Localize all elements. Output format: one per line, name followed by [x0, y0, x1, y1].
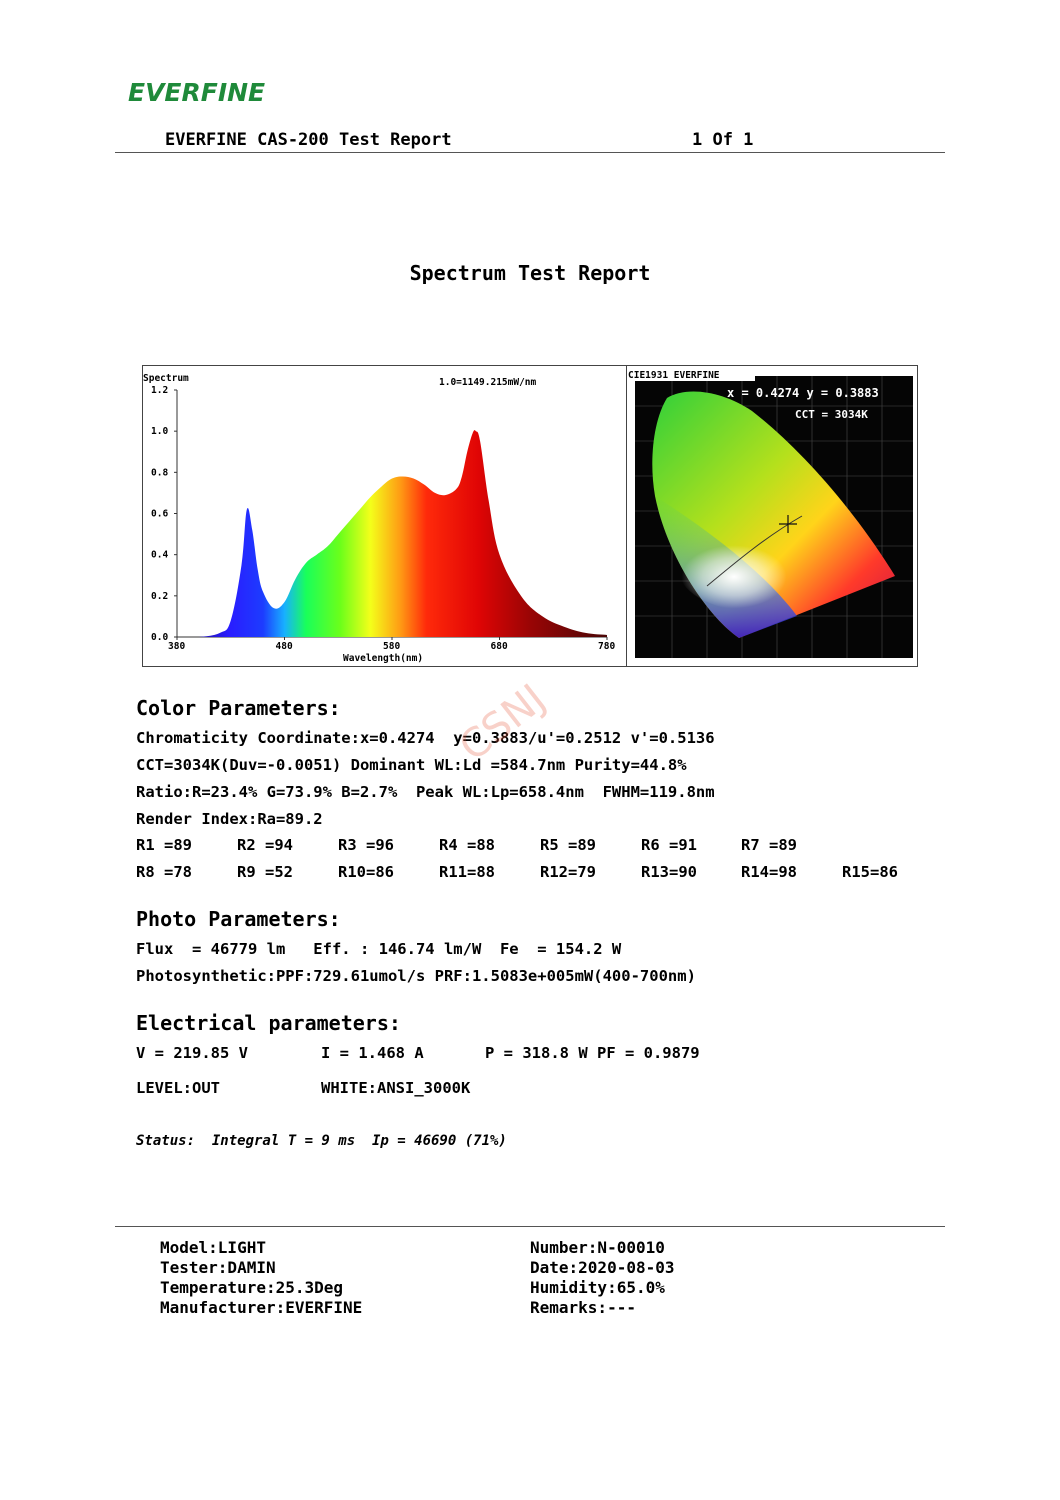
r8-value: R8 =78 — [136, 863, 192, 881]
x-tick-label: 380 — [168, 641, 186, 652]
cie-caption: CIE1931 EVERFINE — [628, 370, 720, 381]
spectrum-panel — [142, 365, 628, 667]
level-value: LEVEL:OUT — [136, 1079, 220, 1097]
footer-manufacturer: Manufacturer:EVERFINE — [160, 1298, 363, 1317]
cct-line: CCT=3034K(Duv=-0.0051) Dominant WL:Ld =584.7nm Purity=44.8% — [136, 756, 687, 774]
cie-white-region — [677, 521, 827, 611]
cie-panel — [626, 365, 918, 667]
flux-line: Flux = 46779 lm Eff. : 146.74 lm/W Fe = 154.2 W — [136, 940, 622, 958]
photo-params-heading: Photo Parameters: — [136, 907, 341, 931]
y-tick-label: 1.0 — [151, 426, 169, 438]
power-value: P = 318.8 W PF = 0.9879 — [485, 1044, 700, 1062]
spectrum-series-area — [177, 430, 607, 637]
spectrum-chart — [143, 366, 627, 666]
color-params-heading: Color Parameters: — [136, 696, 341, 720]
report-header-title: EVERFINE CAS-200 Test Report — [165, 130, 452, 150]
cie-coordinates: x = 0.4274 y = 0.3883 — [727, 386, 879, 400]
r9-value: R9 =52 — [237, 863, 293, 881]
header-rule — [115, 152, 945, 153]
footer-rule — [115, 1226, 945, 1227]
x-tick-label: 780 — [598, 641, 616, 652]
page-title: Spectrum Test Report — [409, 261, 651, 285]
r11-value: R11=88 — [439, 863, 495, 881]
r7-value: R7 =89 — [741, 836, 797, 854]
r4-value: R4 =88 — [439, 836, 495, 854]
cie-cct: CCT = 3034K — [795, 408, 868, 421]
ratio-line: Ratio:R=23.4% G=73.9% B=2.7% Peak WL:Lp=658.4nm FWHM=119.8nm — [136, 783, 715, 801]
y-ticks — [151, 385, 177, 643]
r14-value: R14=98 — [741, 863, 797, 881]
chromaticity-line: Chromaticity Coordinate:x=0.4274 y=0.3883/u'=0.2512 v'=0.5136 — [136, 729, 715, 747]
y-tick-label: 0.0 — [151, 632, 169, 643]
cie-diagram — [627, 366, 917, 666]
spectrum-caption: Spectrum — [143, 373, 189, 384]
footer-temperature: Temperature:25.3Deg — [160, 1278, 344, 1297]
footer-number: Number:N-00010 — [530, 1238, 665, 1257]
x-ticks — [168, 637, 615, 652]
r15-value: R15=86 — [842, 863, 898, 881]
y-tick-label: 0.8 — [151, 467, 169, 479]
everfine-logo: EVERFINE — [128, 78, 266, 107]
y-tick-label: 0.4 — [151, 549, 169, 561]
r1-value: R1 =89 — [136, 836, 192, 854]
x-tick-label: 580 — [383, 641, 401, 652]
x-axis-label: Wavelength(nm) — [343, 653, 424, 664]
page-indicator: 1 Of 1 — [692, 130, 754, 150]
r6-value: R6 =91 — [641, 836, 697, 854]
footer-remarks: Remarks:--- — [530, 1298, 636, 1317]
x-tick-label: 680 — [490, 641, 508, 652]
y-tick-label: 1.2 — [151, 385, 169, 396]
r10-value: R10=86 — [338, 863, 394, 881]
current-value: I = 1.468 A — [321, 1044, 424, 1062]
electrical-params-heading: Electrical parameters: — [136, 1011, 401, 1035]
voltage-value: V = 219.85 V — [136, 1044, 248, 1062]
r5-value: R5 =89 — [540, 836, 596, 854]
r2-value: R2 =94 — [237, 836, 293, 854]
r3-value: R3 =96 — [338, 836, 394, 854]
r12-value: R12=79 — [540, 863, 596, 881]
footer-model: Model:LIGHT — [160, 1238, 266, 1257]
y-tick-label: 0.2 — [151, 590, 169, 602]
footer-date: Date:2020-08-03 — [530, 1258, 675, 1277]
x-tick-label: 480 — [275, 641, 293, 652]
watermark: CSNJ — [450, 675, 555, 771]
photosynthetic-line: Photosynthetic:PPF:729.61umol/s PRF:1.5083e+005mW(400-700nm) — [136, 967, 696, 985]
footer-humidity: Humidity:65.0% — [530, 1278, 665, 1297]
render-index-line: Render Index:Ra=89.2 — [136, 810, 323, 828]
spectrum-scale-note: 1.0=1149.215mW/nm — [439, 377, 537, 388]
footer-tester: Tester:DAMIN — [160, 1258, 276, 1277]
status-line: Status: Integral T = 9 ms Ip = 46690 (71%) — [136, 1133, 507, 1149]
y-tick-label: 0.6 — [151, 508, 169, 520]
white-value: WHITE:ANSI_3000K — [321, 1079, 471, 1097]
r13-value: R13=90 — [641, 863, 697, 881]
